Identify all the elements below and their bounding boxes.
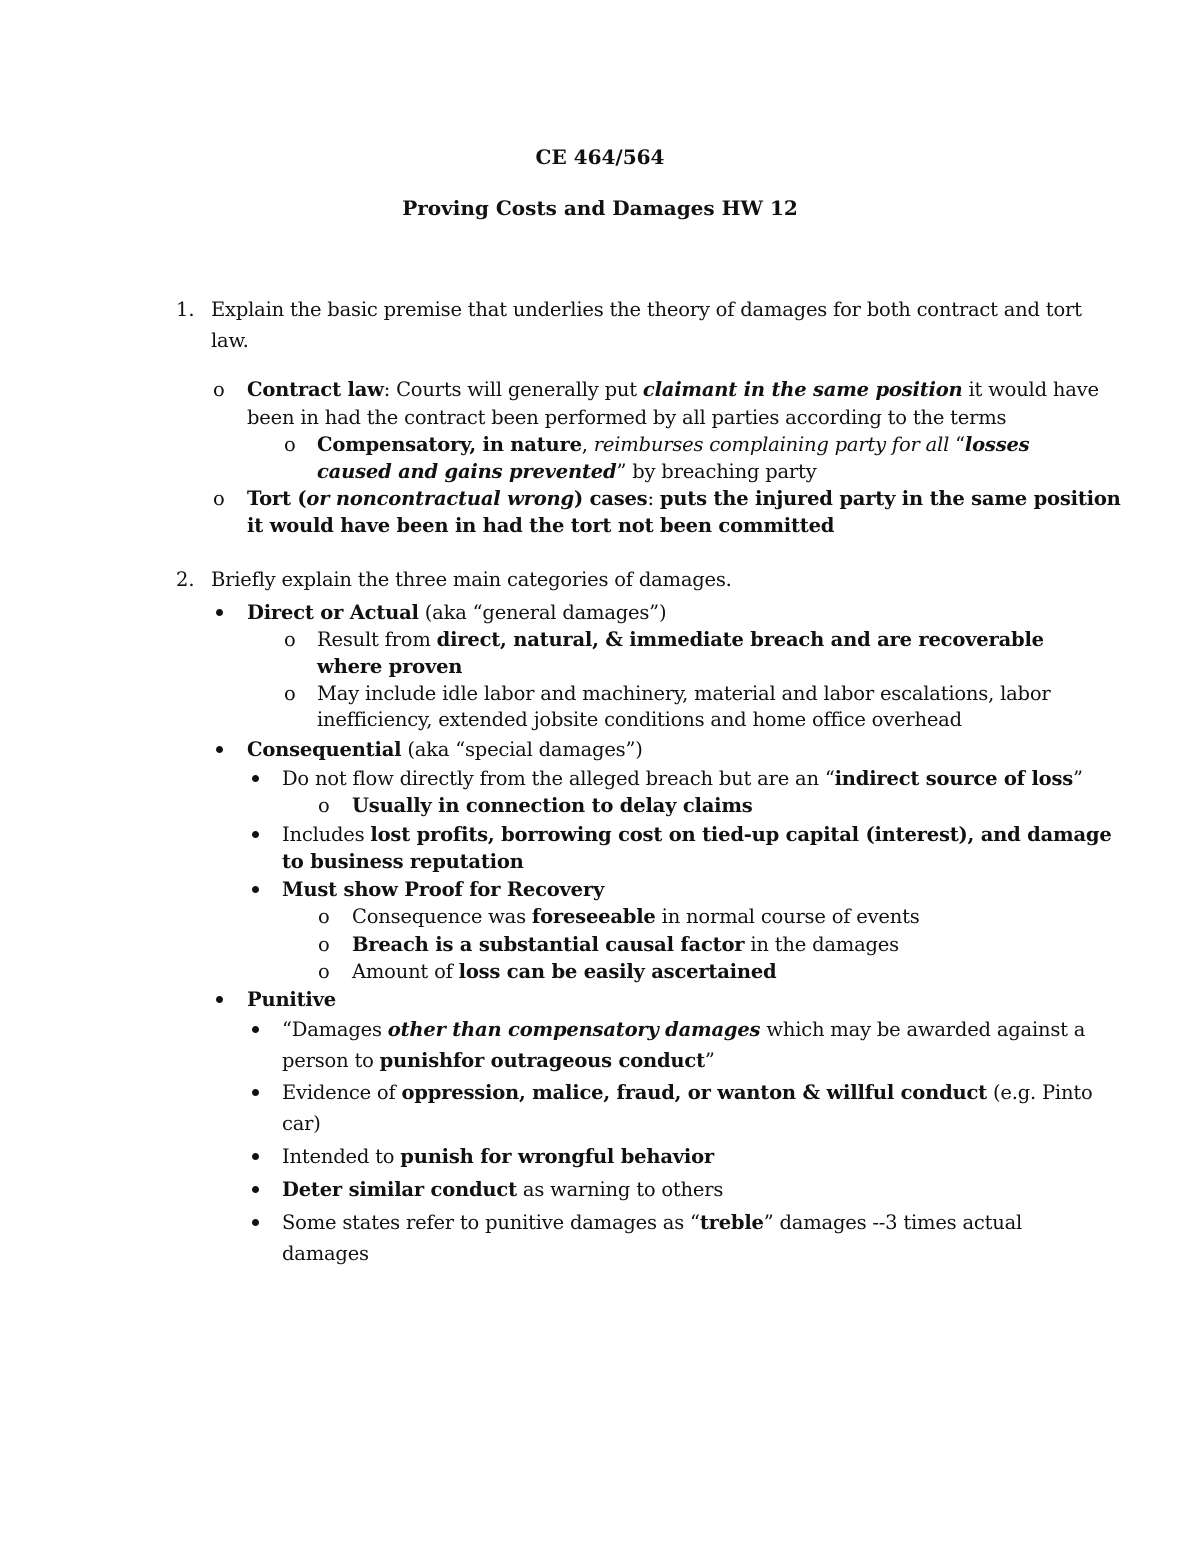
direct-sub2-line1: May include idle labor and machinery, material and labor escalations, labor [317,682,1051,705]
punitive-item1-line1: “Damages other than compensatory damages which may be awarded against a [282,1018,1086,1041]
bullet-dot-icon [216,609,223,616]
circle-bullet-icon: o [284,433,296,456]
consequential-item2-line1: Includes lost profits, borrowing cost on tied-up capital (interest), and damage [282,823,1112,846]
bullet-dot-icon [252,886,259,893]
contract-law-line1: Contract law: Courts will generally put claimant in the same position it would have [247,378,1099,401]
circle-bullet-icon: o [318,905,330,928]
punitive-item2-line1: Evidence of oppression, malice, fraud, or wanton & willful conduct (e.g. Pinto [282,1081,1093,1104]
direct-sub1-line2: where proven [317,655,463,678]
page-title: Proving Costs and Damages HW 12 [402,196,798,220]
consequential-item1-sub: Usually in connection to delay claims [352,794,753,817]
bullet-dot-icon [252,775,259,782]
q1-text-line1: Explain the basic premise that underlies the theory of damages for both contract and tort [211,298,1082,321]
circle-bullet-icon: o [318,933,330,956]
bullet-dot-icon [252,1089,259,1096]
bullet-dot-icon [216,746,223,753]
punitive-item2-line2: car) [282,1112,321,1135]
consequential-item2-line2: to business reputation [282,850,524,873]
contract-law-line2: been in had the contract been performed by all parties according to the terms [247,406,1007,429]
punitive-item5-line2: damages [282,1242,369,1265]
punitive-item3: Intended to punish for wrongful behavior [282,1145,714,1168]
proof-item1: Consequence was foreseeable in normal course of events [352,905,920,928]
consequential-heading: Consequential (aka “special damages”) [247,738,643,761]
punitive-heading: Punitive [247,988,336,1011]
q2-number: 2. [176,568,195,591]
direct-heading: Direct or Actual (aka “general damages”) [247,601,667,624]
circle-bullet-icon: o [213,487,225,510]
compensatory-line1: Compensatory, in nature, reimburses complaining party for all “losses [317,433,1030,456]
course-code: CE 464/564 [535,145,665,169]
tort-line2: it would have been in had the tort not been committed [247,514,835,537]
circle-bullet-icon: o [318,794,330,817]
circle-bullet-icon: o [318,960,330,983]
tort-line1: Tort (or noncontractual wrong) cases: puts the injured party in the same position [247,487,1121,510]
bullet-dot-icon [252,1186,259,1193]
circle-bullet-icon: o [213,378,225,401]
q1-number: 1. [176,298,195,321]
compensatory-line2: caused and gains prevented” by breaching party [317,460,817,483]
bullet-dot-icon [216,996,223,1003]
proof-item3: Amount of loss can be easily ascertained [352,960,777,983]
q2-text: Briefly explain the three main categories of damages. [211,568,732,591]
punitive-item4: Deter similar conduct as warning to others [282,1178,724,1201]
consequential-item3: Must show Proof for Recovery [282,878,605,901]
punitive-item1-line2: person to punishfor outrageous conduct” [282,1049,715,1072]
proof-item2: Breach is a substantial causal factor in the damages [352,933,899,956]
direct-sub1-line1: Result from direct, natural, & immediate breach and are recoverable [317,628,1044,651]
direct-sub2-line2: inefficiency, extended jobsite conditions and home office overhead [317,708,962,731]
bullet-dot-icon [252,1153,259,1160]
bullet-dot-icon [252,1026,259,1033]
consequential-item1: Do not flow directly from the alleged breach but are an “indirect source of loss” [282,767,1083,790]
bullet-dot-icon [252,831,259,838]
punitive-item5-line1: Some states refer to punitive damages as “treble” damages --3 times actual [282,1211,1023,1234]
circle-bullet-icon: o [284,682,296,705]
q1-text-line2: law. [211,329,249,352]
bullet-dot-icon [252,1219,259,1226]
circle-bullet-icon: o [284,628,296,651]
